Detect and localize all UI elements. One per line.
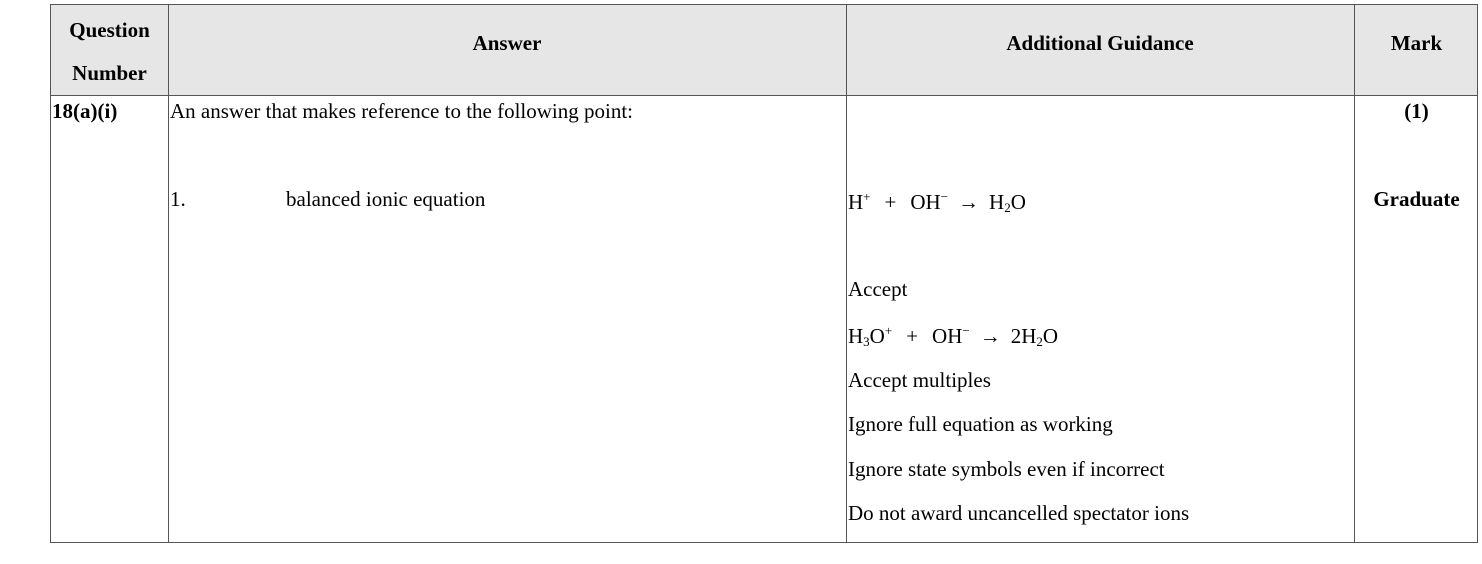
header-additional-guidance: Additional Guidance [1006,31,1194,55]
mark-total: (1) [1404,99,1429,123]
accept-label: Accept [848,277,908,301]
guidance-line: Ignore full equation as working [848,412,1113,436]
point-number: 1. [170,187,186,211]
header-question-line2: Number [72,61,147,85]
alternative-equation: $H_3O^+ + OH^- \to 2H_2O$ [848,323,1059,349]
mark-level: Graduate [1373,187,1460,211]
mark-scheme-table [50,4,1478,543]
column-divider [846,5,847,542]
header-mark: Mark [1390,31,1443,55]
point-text: balanced ionic equation [286,187,486,211]
answer-intro: An answer that makes reference to the following point: [170,99,634,123]
question-number: 18(a)(i) [52,99,118,123]
guidance-line: Ignore state symbols even if incorrect [848,457,1165,481]
guidance-line: Accept multiples [848,368,991,392]
header-question-line1: Question [69,18,150,42]
guidance-line: Do not award uncancelled spectator ions [848,501,1190,525]
header-answer: Answer [472,31,542,55]
column-divider [168,5,169,542]
header-question-number [51,9,168,95]
column-divider [1354,5,1355,542]
ionic-equation: $H^+ + OH^- \to H_2O$ [848,189,1026,215]
